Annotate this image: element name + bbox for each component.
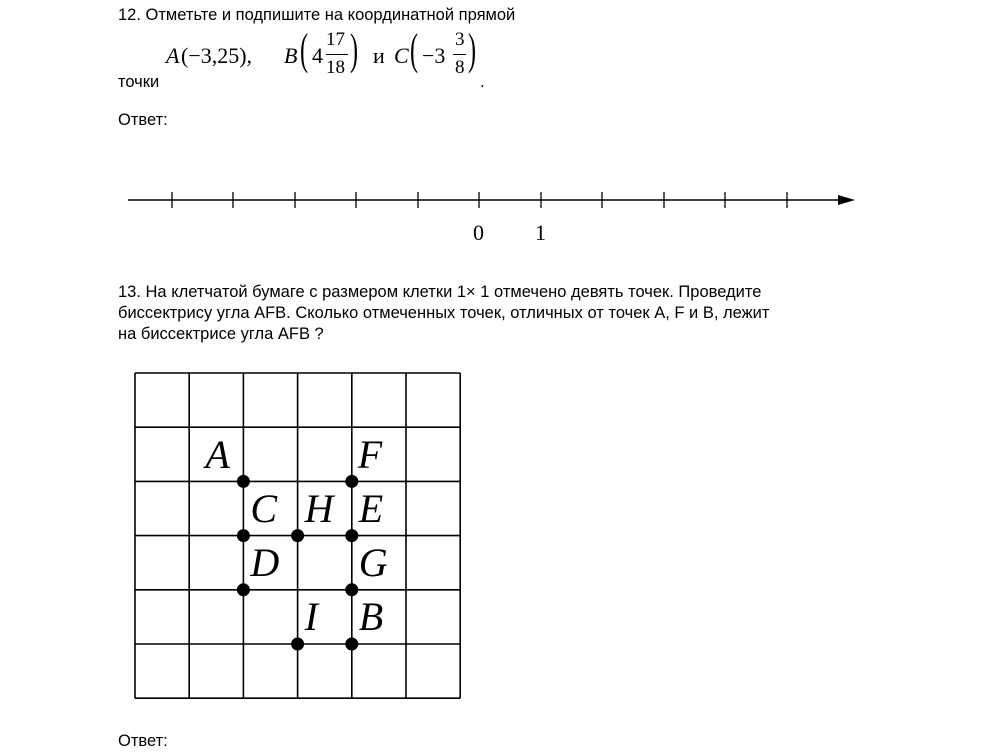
grid-point-label-i: I [304,594,318,639]
number-line-arrow [838,195,855,205]
formula-point-c: C [394,43,409,68]
grid-point-g [345,583,358,596]
tick-label-1: 1 [535,220,546,245]
q13-text-line1: 13. На клетчатой бумаге с размером клетки 1× 1 отмечено девять точек. Проведите [118,283,762,301]
formula-paren-open-b: ( [300,25,309,74]
formula-den-b: 18 [326,57,345,78]
grid-point-c [237,529,250,542]
grid-point-label-c: C [250,485,278,531]
formula-point-b: B [284,43,298,68]
q13-text-line2: биссектрису угла AFB. Сколько отмеченных точек, отличных от точек A, F и B, лежит [118,304,770,322]
grid-point-h [291,529,304,542]
grid-point-b [345,638,358,651]
grid-point-a [237,475,250,488]
q13-text-line3: на биссектрисе угла AFB ? [118,325,324,343]
formula-paren-close-c: ) [468,25,477,74]
formula-num-c: 3 [455,29,465,50]
grid-point-i [291,638,304,651]
grid-point-label-f: F [357,432,383,478]
grid [135,373,460,698]
formula-conj: и [373,43,385,68]
q12-title: 12. Отметьте и подпишите на координатной прямой [118,6,516,24]
q12-period: . [480,73,485,91]
q12-tail-text: точки [118,73,160,91]
grid-point-e [345,529,358,542]
grid-point-label-h: H [304,485,334,531]
grid-point-d [237,583,250,596]
formula-whole-c: −3 [422,43,446,68]
grid-point-label-b: B [358,594,384,639]
number-line [128,192,855,208]
grid-point-label-g: G [358,539,388,585]
q12-answer-label: Ответ: [118,111,168,129]
grid-point-label-e: E [358,485,384,531]
grid-point-f [345,475,358,488]
formula-value-a: (−3,25), [181,43,253,68]
formula-paren-open-c: ( [410,25,419,74]
formula-paren-close-b: ) [350,25,359,74]
formula-whole-b: 4 [312,43,323,68]
formula-num-b: 17 [326,29,345,50]
q13-answer-label: Ответ: [118,732,168,750]
grid-point-label-d: D [250,539,280,585]
grid-point-label-a: A [205,432,230,478]
formula-point-a: A [166,43,180,68]
formula-den-c: 8 [455,57,465,78]
tick-label-0: 0 [473,220,484,245]
